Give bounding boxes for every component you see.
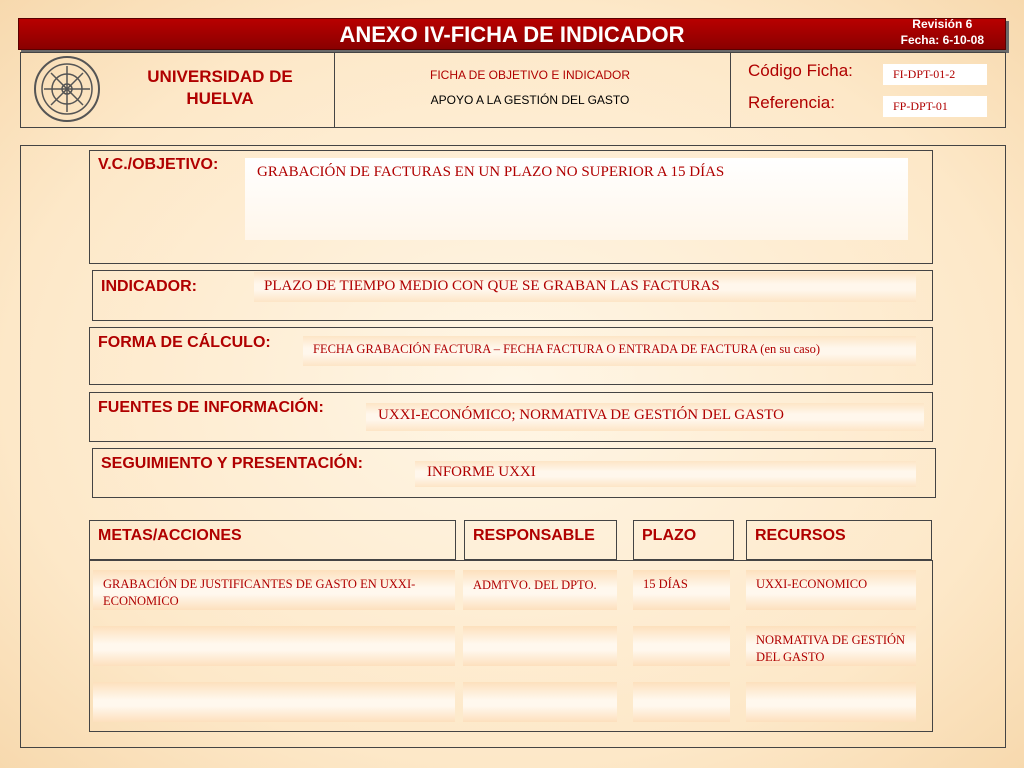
table-cell — [463, 626, 617, 666]
table-header-metas: METAS/ACCIONES — [89, 520, 456, 560]
table-cell: NORMATIVA DE GESTIÓN DEL GASTO — [746, 626, 916, 666]
university-name-line1: UNIVERSIDAD DE — [147, 67, 293, 86]
fuentes-value: UXXI-ECONÓMICO; NORMATIVA DE GESTIÓN DEL GASTO — [366, 403, 924, 431]
university-seal-icon — [30, 54, 104, 124]
table-cell — [463, 682, 617, 722]
page-title: ANEXO IV-FICHA DE INDICADOR — [339, 22, 685, 47]
seguimiento-label: SEGUIMIENTO Y PRESENTACIÓN: — [101, 455, 363, 472]
fuentes-label: FUENTES DE INFORMACIÓN: — [98, 399, 324, 416]
revision-info — [901, 16, 984, 48]
table-cell: UXXI-ECONOMICO — [746, 570, 916, 610]
objetivo-value: GRABACIÓN DE FACTURAS EN UN PLAZO NO SUPERIOR A 15 DÍAS — [245, 158, 908, 240]
indicador-value: PLAZO DE TIEMPO MEDIO CON QUE SE GRABAN LAS FACTURAS — [254, 272, 916, 302]
header-divider — [730, 52, 731, 127]
table-header-recursos: RECURSOS — [746, 520, 932, 560]
table-cell — [746, 682, 916, 722]
revision-label: Revisión 6 — [912, 17, 973, 31]
objetivo-label: V.C./OBJETIVO: — [98, 156, 219, 173]
referencia-value: FP-DPT-01 — [883, 96, 987, 117]
codigo-label: Código Ficha: — [748, 61, 853, 80]
table-header-responsable: RESPONSABLE — [464, 520, 617, 560]
table-cell — [633, 682, 730, 722]
indicador-label: INDICADOR: — [101, 278, 197, 295]
table-cell — [93, 626, 455, 666]
university-name — [110, 66, 330, 110]
university-name-line2: HUELVA — [186, 89, 254, 108]
table-cell — [633, 626, 730, 666]
calculo-label: FORMA DE CÁLCULO: — [98, 334, 271, 351]
calculo-value: FECHA GRABACIÓN FACTURA – FECHA FACTURA O ENTRADA DE FACTURA (en su caso) — [303, 336, 916, 366]
ficha-type: FICHA DE OBJETIVO E INDICADOR — [429, 68, 631, 82]
title-bar — [18, 18, 1006, 50]
table-cell: 15 DÍAS — [633, 570, 730, 610]
ficha-area: APOYO A LA GESTIÓN DEL GASTO — [430, 93, 630, 107]
table-cell: ADMTVO. DEL DPTO. — [463, 570, 617, 610]
referencia-label: Referencia: — [748, 93, 835, 112]
table-header-plazo: PLAZO — [633, 520, 734, 560]
table-cell: GRABACIÓN DE JUSTIFICANTES DE GASTO EN UXXI-ECONOMICO — [93, 570, 455, 610]
seguimiento-value: INFORME UXXI — [415, 461, 916, 487]
header-divider — [334, 52, 335, 127]
table-cell — [93, 682, 455, 722]
revision-date: Fecha: 6-10-08 — [900, 33, 984, 47]
codigo-value: FI-DPT-01-2 — [883, 64, 987, 85]
